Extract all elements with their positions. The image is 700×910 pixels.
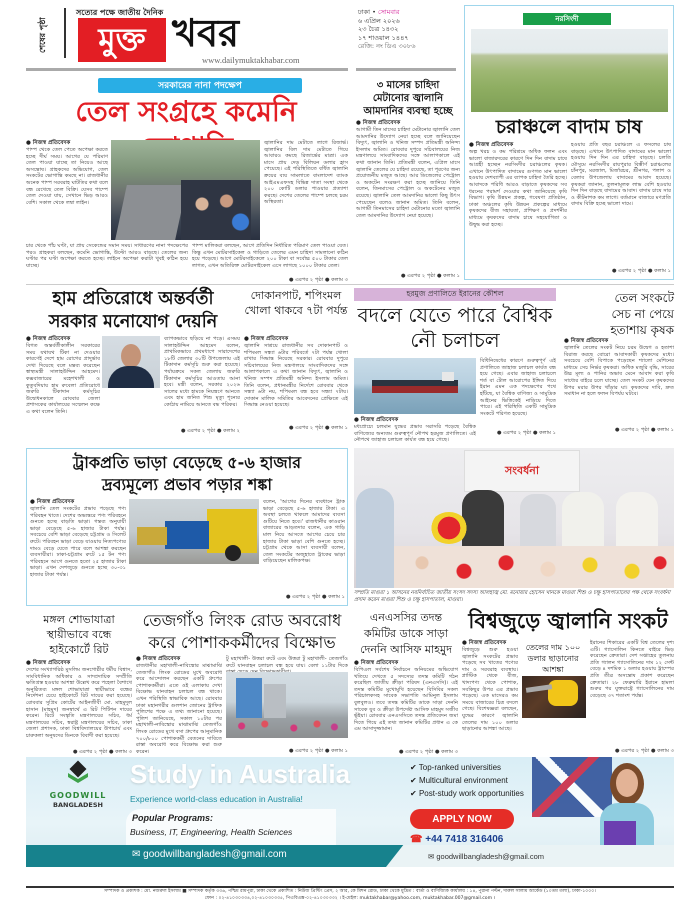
ham-body-2: ব্যাপকভাবে ছড়িয়ে না পড়ে। এসময় সালাহউদ্দিন আহমেদ বলেন, প্রাথমিকভাবে প্রথমধাপে সারাদেশের ১৮টি জেলার ৩০টি উপজেলায় এই টিকাদান কর্মসূচি শুরু করা হয়েছে। পর্যায়ক্রমে সকল জেলায় জরুরি টিকাদান কর্মসূচির আওতায় আনা হবে। মন্ত্রী বলেন, সরকার ২০২৬ সালের মধ্যে হামকে নিয়ন্ত্রণে আনতে এবং হাম জনিত শিশু মৃত্যু শূন্যের কোঠায় নামিয়ে আনতে বদ্ধ পরিকর। (164, 336, 240, 408)
building-grey (264, 684, 286, 718)
mangal-headline: মঙ্গল শোভাযাত্রা স্থায়ীভাবে বন্ধে হাইকোর্টে রিট (43, 613, 115, 656)
peanut-box (464, 5, 674, 280)
mail-icon: ✉ (132, 849, 144, 860)
logo-mukto-text: মুক্ত (98, 21, 146, 58)
world-fuel-continued: ● এরপর ২ পৃষ্ঠা ● কলাম ৩ (614, 748, 674, 754)
bullet-universities: ✔ Top-ranked universities (410, 763, 502, 772)
fuel-import-story (356, 120, 460, 280)
reception-banner-title: সংবর্ধনা (504, 463, 540, 477)
oil-kicker: সরকারের নানা পদক্ষেপ (158, 81, 242, 91)
fuel-import-body: আগামী তিন মাসের চাহিদা মেটানোর জ্বালানি তেল আমদানির উদ্যোগ নেয়া হচ্ছে বলে জানিয়েছেন বিদ্যুৎ, জ্বালানি ও খনিজ সম্পদ প্রতিমন্ত্রী অনিন্দ্য ইসলাম অমিত। রোববার দুপুরে সচিবালয়ের নিজ মন্ত্রণালয়ে সাংবাদিকদের সঙ্গে আলাপকালে এই কথা জানান তিনি। প্রতিমন্ত্রী বলেন, এপ্রিল মাসে জ্বালানি তেলের যে চাহিদা রয়েছে, তা পূরণের জন্য প্রয়োজনীয় মজুত আছে। আর ডিজেলের পেট্রোল ও অকটেন সংরক্ষণ করা হচ্ছে জানিয়ে তিনি বলেন, তিনমাসের পেট্রোল ও অকটেনের মজুত রয়েছে। জ্বালানি তেল আমদানির ভালো কিছু উৎস পেয়েছেন বলেও জানান অমিত। তিনি বলেন, আগামী তিনমাসের চাহিদা মেটানোর মতো জ্বালানি তেল আমদানির উদ্যোগ নেয়া হয়েছে। (356, 127, 460, 219)
logo-top-diamond (70, 761, 87, 778)
oil-body-4: পাম্প মালিকরা বলছেন, আগে প্রতিদিন নির্ধারিত পরিমাণ তেল পাওয়া যেত। কিন্তু এখন মোটরসাইকেল ও গাড়িতে তেলের এমন চাহিদা সামলানো কঠিন হয়ে পড়েছে। আগে মোটরসাইকেলে ২০০ টাকা বা সর্বোচ্চ ৫০০ টাকার তেল লাগত, এখন অতিরিক্ত মোটরসাইকেল এসে লাগছে ১০০০ টাকার তেল। (192, 243, 348, 269)
farmer-body: জ্বালানি তেলের সংকট নিয়ে চরম উদ্বেগ ও হতাশা বিরাজ করছে বোরো আবাদকারী কৃষকদের মধ্যে। সবচেয়ে বেশি বিপাকে পড়েছেন শ্যালো মেশিনের মাধ্যমে সেচ নির্ভর কৃষকরা। অধিক মজুরি বৃদ্ধি, সারের উচ্চ মূল্য ও পানির অভাব মেনে আবাদ করা কৃষি সাধ্যের বাইরে চলে যাচ্ছে। তেল সংকট যেন কৃষকদের উপর মরার উপর খাঁড়ার ঘা। কৃষকদের দাবি, দ্রুত সমাধান না হলে ফলন বিপর্যয় ঘটবে। (564, 345, 674, 398)
tejgaon-byline: ● নিজস্ব প্রতিবেদক (136, 656, 181, 662)
oil-kicker-bar (98, 78, 302, 93)
mail-icon: ✉ (428, 852, 437, 861)
mangal-continued: ● এরপর ২ পৃষ্ঠা ● কলাম ৩ (72, 749, 132, 755)
bouquet (430, 512, 468, 544)
check-icon: ✔ (410, 776, 419, 785)
ncp-headline: এনএসসির তদন্ত কমিটির ডাকে সাড়া দেননি আসিফ মাহমুদ (360, 611, 452, 656)
farmer-byline: ● নিজস্ব প্রতিবেদক (564, 338, 609, 344)
masthead-rule (26, 68, 348, 71)
truck-headline-2: দ্রব্যমূল্যে প্রভাব পড়ার শঙ্কা (101, 475, 272, 494)
photo-road (115, 185, 187, 240)
dateline: ঢাকা • সোমবার ৬ এপ্রিল ২০২৬ ২৩ চৈত্র ১৪৩২ ১৭ শাওয়াল ১৪৪৭ রেজি: নং ডিএ ৩০৮৬ (358, 8, 448, 51)
peanut-byline: ● নিজস্ব প্রতিবেদক (469, 142, 514, 148)
masthead-divider (64, 8, 66, 58)
peanut-col2 (571, 142, 671, 278)
person-1 (356, 488, 394, 588)
dateline-rule (356, 68, 456, 71)
tejgaon-headline: তেজগাঁও লিংক রোড অবরোধ করে পোশাককর্মীদের বিক্ষোভ (142, 611, 342, 652)
programs-list: Business, IT, Engineering, Health Sciences (130, 827, 293, 837)
truck-wheel (225, 545, 241, 561)
peanut-field-photo (471, 29, 668, 112)
portrait-suit (108, 366, 154, 388)
shops-continued: ● এরপর ২ পৃষ্ঠা ● কলাম ১ (288, 425, 348, 431)
weekday: সোমবার (377, 8, 400, 16)
ad-email-primary[interactable]: ✉ goodwillbangladesh@gmail.com (132, 849, 287, 860)
ad-email-secondary[interactable]: ✉ goodwillbangladesh@gmail.com (428, 852, 545, 861)
ncp-story (354, 660, 458, 756)
peanut-section-label: নরসিংদী (555, 15, 579, 23)
minister-portrait (102, 336, 160, 388)
hormuz-kicker: হরমুজ প্রণালিতে ইরানের কৌশল (406, 288, 504, 298)
truck-col1 (30, 499, 126, 578)
ad-phone[interactable]: ☎ +44 7418 316406 (410, 834, 504, 845)
oil-col1 (26, 140, 108, 242)
programs-label: Popular Programs: (132, 813, 214, 823)
hormuz-body-2: বিধিনিষেধের কারণে গুরুত্বপূর্ণ এই প্রণালিতে জাহাজ চলাচল কার্যত বন্ধ হয়ে গেছে। এবার জাহাজ চলাচলে শর্ত বা টোল আরোপের ইঙ্গিত দিয়ে ইরান এমন এক পদক্ষেপের পথে হাঁটছে, যা বৈশ্বিক বাণিজ্য ও সামুদ্রিক আইনের ভিত্তিকেই নাড়িয়ে দিতে পারে। এই পরিস্থিতি একটি সামুদ্রিক সংকটে পরিণত হয়েছে। (480, 358, 556, 417)
truck-far (137, 527, 167, 545)
hormuz-headline: বদলে যেতে পারে বৈশ্বিক নৌ চলাচল (357, 303, 553, 352)
nozzle-handle (548, 680, 578, 706)
bullet-post-study: ✔ Post-study work opportunities (410, 789, 524, 798)
mangal-byline: ● নিজস্ব প্রতিবেদক (26, 660, 71, 666)
apply-now-button[interactable] (410, 809, 514, 829)
website-url: www.dailymuktakhabar.com (202, 55, 300, 65)
flower-table (394, 546, 674, 588)
fuel-import-headline: ৩ মাসের চাহিদা মেটানোর জ্বালানি আমদানির ব্যবস্থা হচ্ছে (363, 80, 453, 117)
oil-queue-photo (111, 140, 260, 240)
apply-now-label: APPLY NOW (432, 813, 492, 825)
hormuz-continued: ● এরপর ২ পৃষ্ঠা ● কলাম ১ (496, 430, 556, 436)
peanut-section-tag (523, 13, 611, 25)
shops-body: জ্বালানি সাশ্রয়ে রাজধানীর সব দোকানপাট ও শপিংমল সন্ধ্যা ৬টার পরিবর্তে ৭টা পর্যন্ত খোলা রাখার সিদ্ধান্ত নিয়েছে সরকার। রোববার দুপুরে সচিবালয়ের নিজ মন্ত্রণালয়ে সাংবাদিকদের সঙ্গে আলাপকালে এ কথা জানান বিদ্যুৎ, জ্বালানি ও খনিজ সম্পদ প্রতিমন্ত্রী অনিন্দ্য ইসলাম অমিত। তিনি বলেন, প্রধানমন্ত্রীর নির্দেশে রোববার থেকে সন্ধ্যা ৬টা নয়, শপিংমল বন্ধ হবে সন্ধ্যা ৭টায়। দোকান মালিক সমিতির আবেদনের প্রেক্ষিতে এই সিদ্ধান্ত নেওয়া হয়েছে। (244, 343, 348, 409)
portrait-head (121, 344, 141, 368)
reception-caption: সম্প্রতি মাগুরা ১ আসনের নবনির্বাচিত জাতীয় সংসদ সদস্য আলহাজ্ব মো. মনোয়ার হোসেন খানকে মাগুরা শিশু ও চক্ষু হাসপাতালের পক্ষ থেকে সংবর্ধনা প্রদান করেন মাগুরা শিশু ও চক্ষু হাসপাতাল, মাগুরা। (354, 590, 671, 603)
oil-body-3: জ্বালানির দাম মেটাতে লাগে রিজার্ভ। জ্বালানির বিল দাম মেটাতে গিয়ে আবারও কমছে রিজার্ভের মাত্রা। এক মাসে প্রায় দেড় বিলিয়ন ডলার হ্রাস পেয়েছে। এই পরিস্থিতিতে বর্ধিত জ্বালানি ক্রয়ের ব্যয় সামলাতে বাংলাদেশ ব্যাংক আইএমএফসহ বিভিন্ন দাতা সংস্থা থেকে ২০০ কোটি ডলার পাওয়ার প্রত্যাশা করছে। দেশের তেলের পাম্পে চলছে চরম অস্থিরতা। (264, 140, 348, 206)
peanut-col1 (469, 142, 567, 278)
tanker-photo (354, 358, 476, 414)
truck-body-1: জ্বালানি তেল সংকটের প্রভাব পড়েছে পণ্য পরিবহন খাতে। দেশের অভ্যন্তরে পণ্য পরিবহনে গুনতে হচ্ছে বাড়তি ভাড়া। গন্তব্য অনুযায়ী ভাড়া বেড়েছে ৫-৬ হাজার টাকা পর্যন্ত। সবচেয়ে বেশি ভাড়া বেড়েছে চট্টগ্রাম ও সিলেট রুটে। পরিবহন ভাড়া বেড়ে যাওয়ায় নিত্যপণ্যের দামও বেড়ে যেতে পারে বলে আশঙ্কা করছেন ব্যবসায়ীরা। ঢাকা-চট্টগ্রাম রুটে ১৫ টন পণ্য পরিবহনে আগে গুনতে হতো ২৫ হাজার টাকা ভাড়া। এখন দেশজুড়ে গুনতে হচ্ছে ৩০-৩১ হাজার টাকা পর্যন্ত। (30, 506, 126, 578)
truck-body-2: বলেন, 'আগের দিনের ব্যবধানে ট্রাক ভাড়া বেড়েছে ৫-৬ হাজার টাকা। এ অবস্থা চলতে থাকলে আমাদের ব্যবসা গুটিয়ে নিতে হবে।' রাজধানীর কাওরান বাজারের আড়তদার বলেন, এক গাড়ি মাল নিয়ে আসতে আগের চেয়ে চার হাজার টাকা ভাড়া বেশি গুনতে হচ্ছে। চট্টগ্রাম থেকে আসা ব্যবসায়ী বলেন, তেল সংকটের অজুহাতে ট্রাকের ভাড়া বাড়িয়েছেন মালিকপক্ষ। (263, 499, 345, 565)
date-bangla: ২৩ চৈত্র ১৪৩২ (358, 25, 399, 33)
shops-headline: দোকানপাট, শপিংমল খোলা থাকবে ৭টা পর্যন্ত (244, 289, 348, 317)
fuel-nozzle-photo (522, 676, 586, 718)
truck-continued: ● এরপর ২ পৃষ্ঠা ● কলাম ১ (285, 594, 345, 600)
ncp-byline: ● নিজস্ব প্রতিবেদক (354, 660, 399, 666)
fuel-import-continued: ● এরপর ২ পৃষ্ঠা ● কলাম ১ (400, 273, 460, 279)
truck-box (26, 448, 348, 606)
truck-headline-1: ট্রাকপ্রতি ভাড়া বেড়েছে ৫-৬ হাজার (72, 453, 302, 472)
ham-continued: ● এরপর ২ পৃষ্ঠা ● কলাম ২ (180, 428, 240, 434)
logo-mukto (78, 18, 166, 62)
ham-byline: ● নিজস্ব প্রতিবেদক (26, 336, 71, 342)
tejgaon-continued: ● এরপর ২ পৃষ্ঠা ● কলাম ১ (288, 748, 348, 754)
truck-blue (165, 521, 209, 549)
ham-headline: হাম প্রতিরোধে অন্তর্বর্তী সরকার মনোযোগ দেয়নি (48, 289, 218, 332)
hormuz-body-1: মধ্যপ্রাচ্যে চলমান যুদ্ধের প্রভাব সরাসরি পড়েছে বৈশ্বিক বাণিজ্যের অন্যতম গুরুত্বপূর্ণ নৌপথ হরমুজ প্রণালিতে। এই নৌপথে জাহাজ চলাচল কার্যত বন্ধ হয়ে গেছে। (354, 424, 476, 444)
mangal-body: দেশের সংখ্যাগরিষ্ঠ মুসলিম জনগোষ্ঠীর ধর্মীয় বিশ্বাস, সাংবিধানিক অধিকার ও সাম্প্রদায়িক সম্প্রীতি ক্ষতিগ্রস্ত হওয়ার আশঙ্কা উল্লেখ করে পহেলা বৈশাখে অনুষ্ঠিতব্য মঙ্গল শোভাযাত্রা স্থায়ীভাবে বন্ধের নির্দেশনা চেয়ে হাইকোর্টে রিট দায়ের করা হয়েছে। রোববার সুপ্রিম কোর্টের আইনজীবী মো. মাহমুদুল হাসান (মাহমুদ) জনস্বার্থে এ রিট পিটিশন দায়ের করেন। রিটে সংস্কৃতি মন্ত্রণালয়ের সচিব, ধর্ম মন্ত্রণালয়ের সচিব, স্বরাষ্ট্র মন্ত্রণালয়ের সচিব, ঢাকা জেলা প্রশাসক, ঢাকা বিশ্ববিদ্যালয়ের উপাচার্য এবং চারুকলা অনুষদের ডিনকে বিবাদী করা হয়েছে। (26, 667, 132, 739)
ham-col1 (26, 336, 100, 434)
farmer-continued: ● এরপর ২ পৃষ্ঠা ● কলাম ১ (614, 427, 674, 433)
hormuz-kicker-bar (354, 288, 556, 301)
reception-photo (354, 448, 674, 588)
student-face (616, 769, 638, 797)
date-gregorian: ৬ এপ্রিল ২০২৬ (358, 16, 400, 25)
peanut-continued: ● এরপর ২ পৃষ্ঠা ● কলাম ১ (611, 268, 671, 274)
reception-banner (464, 450, 580, 492)
tejgaon-body: রাজধানীর মহাখালী-নাবিস্কোর মাঝামাঝি তেজগাঁও লিংক রোডের মুখে অবরোধ করে আন্দোলন করছেন একটি গ্রুপের পোশাককর্মীরা। এতে ওই এলাকায় দেখা বিক্ষোভ যানবাহন চলাচল বন্ধ থাকে। এখন পরিস্থিতি স্বাভাবিক আছে। রোববার ঢাকা মহানগরীর গুলশান জোনের ট্রাফিক পুলিশের পক্ষে এ তথ্য জানানো হয়েছে। পুলিশ জানিয়েছে, সকাল ১০টার পর মহাখালী-নাবিস্কোর মাঝামাঝি তেজগাঁও লিংক রোডের মুখে বসা গ্রুপের আনুমানিক ৭০০/৮০০ পোশাককর্মী বেতনের দাবিতে রাস্তা অবরোধ করে বিক্ষোভ করা শুরু করেন। (136, 663, 222, 755)
photo-people (181, 180, 251, 240)
footer-line-1: সম্পাদক ও প্রকাশক : মো. নজরুল ইসলাম ■ সম্পাদক কর্তৃক ৩৩৬, পশ্চিম রামপুরা, ঢাকা থেকে প্রকাশিত : নিউজ প্রিন্টিং প্রেস, ২ আর, কে মিশন রোড, ঢাকা থেকে মুদ্রিত : বার্তা ও বাণিজ্যিক কার্যালয় : ১৪, পুরানা পল্টন, দারুল সালাম আর্কেড (১০তম তলা), ঢাকা-১০০০। (104, 889, 596, 894)
ad-tagline: Experience world-class education in Australia! (130, 794, 303, 804)
footer-imprint (26, 889, 674, 902)
date-hijri: ১৭ শাওয়াল ১৪৪৭ (358, 33, 409, 42)
tanker-hull (372, 386, 458, 393)
world-fuel-body-1: বিশ্বজুড়ে শুরু হওয়া জ্বালানি সংকটের প্রভাব পড়েছে সব খাতের পণ্যের দাম ও সরবরাহ ব্যবস্থায়। প্লাস্টিক থেকে বীজ, খাদ্যপণ্য থেকে পোশাক, সবকিছুর উপর এর প্রভাব পড়েছে। এক মাসেরও কম সময়ে বাজারের চিত্র বদলে গেছে। বিশেষজ্ঞরা বলছেন, যুদ্ধের কারণে জ্বালানি তেলের দাম ১০০ ডলার ছাড়ানোর আশঙ্কা আছে। (462, 647, 518, 733)
ad-title: Study in Australia (130, 759, 351, 789)
logo-khobor: খবর (172, 11, 240, 55)
truck-byline: ● নিজস্ব প্রতিবেদক (30, 499, 75, 505)
world-fuel-byline: ● নিজস্ব প্রতিবেদক (462, 640, 507, 646)
truck-row-photo (129, 499, 259, 564)
ncp-continued: ● এরপর ২ পৃষ্ঠা ● কলাম ৩ (398, 749, 458, 755)
shops-story (244, 336, 348, 434)
oil-byline: ● নিজস্ব প্রতিবেদক (26, 140, 71, 146)
goodwill-ad[interactable] (26, 757, 674, 867)
check-icon: ✔ (410, 763, 419, 772)
oil-body-2: চার থেকে পাঁচ ঘণ্টা, যা প্রায় সেকেন্ডের সমান সময়। সাধারণের নানা পদক্ষেপের পরও গ্রাহকরা বলছেন, কমেনি ভোগান্তি, উল্টো আরও বাড়ছে। তেলের জন্য ঘণ্টার পর ঘণ্টা অপেক্ষা করতে হচ্ছে। লাইনে অপেক্ষা করাটা খুবই কঠিন হয়ে যাচ্ছে। (26, 243, 188, 269)
peanut-headline: চরাঞ্চলে বাদাম চাষ (495, 116, 643, 138)
peanut-body-2: হওয়ায় প্রতি বছর চরাঞ্চলে এ ফসলের চাষ বাড়ছে। এখানে উৎপাদিত বাদামের মান ভালো হওয়ায় দিন দিন এর চাহিদা বাড়ছে। চলতি মৌসুমে নরসিংদীর রায়পুরার বিস্তীর্ণ চরাঞ্চলের চাঁনপুর, মরজাল, মির্জারচর, শ্রীনগর, পলাশ ও বেলাব উপজেলায় বাদামের আবাদ হয়েছে। কৃষকরা জানান, তুলনামূলক লাভ বেশি হওয়ায় দিন দিন বাড়ছে বাদামের আবাদ। বাদাম চাষে সার ও কীটনাশক কম লাগে। বর্তমানে বাজারে মণপ্রতি বাদাম বিক্রি হচ্ছে ভালো দামে। (571, 142, 671, 208)
shops-byline: ● নিজস্ব প্রতিবেদক (244, 336, 289, 342)
farmer-headline: তেল সংকটে সেচ না পেয়ে হতাশায় কৃষক (610, 291, 674, 337)
ad-bullets (410, 761, 524, 800)
ham-body-1: বিগত অন্তর্বর্তীকালীন সরকারের সময় যথাযথ টিকা না দেওয়ার কারণেই দেশে হাম রোগের প্রাদুর্ভাব দেখা দিয়েছে বলে মন্তব্য করেছেন স্বাস্থ্যমন্ত্রী সালাহউদ্দিন আহমেদ। কক্সবাজারের মহেশখালী ও কুতুবদিয়ায় হাম রুবেলা প্রতিরোধে জরুরি টিকাদান কর্মসূচির উদ্বোধনকালে রোববার জেলা প্রশাসকের কার্যালয়ের সম্মেলন কক্ষে এ কথা বলেন তিনি। (26, 343, 100, 415)
protest-crowd (230, 716, 346, 736)
oil-continued: ● এরপর ২ পৃষ্ঠা ● কলাম ৩ (288, 277, 348, 283)
building-glass (236, 678, 262, 718)
registration-number: রেজি: নং ডিএ ৩০৮৬ (358, 42, 416, 50)
ncp-body: বিপিএল সর্বশেষ নির্বাচনে অনিয়মের অভিযোগ খতিয়ে দেখতে ৫ সদস্যের তদন্ত কমিটি গঠন করেছিল জাতীয় ক্রীড়া পরিষদ (এনএসসি)। এই তদন্ত কমিটির মুখোমুখি হয়েছেন বিসিবির সকল পরিচালকসহ সাবেক সভাপতি আমিনুল ইসলাম বুলবুলও। তবে তদন্ত কমিটির ডাকে সাড়া দেননি সাবেক যুব ও ক্রীড়া উপদেষ্টা আসিফ মাহমুদ সজীব ভূঁইয়া। রোববার এনএসসিতে তদন্ত প্রতিবেদন জমা দিতে গিয়ে এই তথ্য জানান কমিটির প্রধান এ কে এম আসাদুজ্জামান। (354, 667, 458, 733)
tanker-bridge (442, 372, 454, 381)
phone-icon: ☎ (410, 834, 426, 845)
side-page-label: শেষের পৃষ্ঠা (38, 17, 47, 53)
tagline: সত্যের পক্ষে জাতীয় দৈনিক (76, 8, 164, 17)
world-fuel-headline: বিশ্বজুড়ে জ্বালানি সংকট (468, 609, 668, 633)
farmer-story (564, 338, 674, 436)
goodwill-logo-icon (66, 763, 90, 787)
footer-rule (26, 886, 674, 888)
fuel-import-byline: ● নিজস্ব প্রতিবেদক (356, 120, 401, 126)
oil-headline: তেল সংগ্রহে কমেনি (75, 95, 297, 128)
footer-line-2: ফোন : ০২-৪১০৩০৩৩৪,০২-৪১০৩০৩৩৫, পিএবিএক্স-০২-৪১০৩০৩৩২ । ই-মেইল: muktakhabar@yahoo.com, muktakhabar.007@gmail.com । (204, 895, 496, 901)
check-icon: ✔ (410, 789, 419, 798)
world-fuel-subhead: তেলের দাম ১০০ ডলার ছাড়ানোর আশঙ্কা (525, 643, 581, 674)
hormuz-col1 (354, 417, 476, 444)
world-fuel-body-2: ইরানের শিকারের একটি বিশ্ব তেলের দৃশ্য এটি। গ্যাসোলিন কিনতে বাইরে ভিড় করেছেন ক্রেতারা। দেশ সপ্তাহের তুলনায় প্রতি গ্যালন গ্যাসোলিনের দাম ১২ সেন্ট বেড়ে ৪ দশমিক ১ ডলার হওয়ায় ট্রাম্পের প্রতি তীব্র অসন্তোষ প্রকাশ করেছেন ক্রেতারা। ২৮ ফেব্রুয়ারি ইরানে হামলা শুরুর পর যুক্তরাষ্ট্রে গ্যাসোলিনের দাম বেড়েছে ৩৭ শতাংশ পর্যন্ত। (590, 640, 674, 699)
peanut-body-1: অল্প খরচ ও কম পরিশ্রমে অধিক ফলন এবং ভালো বাজারদরের কারণে দিন দিন বাদাম চাষে আগ্রহী হচ্ছেন নরসিংদীর চরাঞ্চলের কৃষক। এখানে উৎপাদিত বাদামের গুণগত মান ভালো হওয়ায় দেশব্যাপী এর ব্যাপক চাহিদা তৈরি হচ্ছে। আবাদকে পরিধি আরও বাড়াতে কৃষকদের সব ধরনের পরামর্শ দেওয়ার কথা জানিয়েছে কৃষি বিভাগ। কৃষি উন্নয়ন প্রকল্প, গবেষণা প্রতিষ্ঠান, ঢাকা অঞ্চলের কৃষি উন্নয়ন প্রকল্পের মাধ্যমে কৃষকদের বীজ সহায়তা, প্রশিক্ষণ ও প্রদর্শনীর মাধ্যমে কৃষকদের বাদাম চাষে সহযোগিতা ও উদ্বুদ্ধ করা হচ্ছে। (469, 149, 567, 228)
mangal-story (26, 660, 132, 756)
row1-divider (26, 284, 674, 285)
goodwill-brand: GOODWILL (49, 791, 107, 800)
hormuz-byline: ● নিজস্ব প্রতিবেদক (354, 417, 399, 423)
tejgaon-body-2-top: টু মহাখালী- উত্তরা রুটে এবং উত্তরা টু মহাখালী- তেজগাঁও রুটে যানবাহন চলাচল বন্ধ হয়ে যায়। বেলা ১১টার দিকে (226, 656, 348, 669)
bullet-multicultural: ✔ Multicultural environment (410, 776, 508, 785)
tejgaon-col1 (136, 656, 222, 756)
protest-photo (226, 672, 348, 738)
city: ঢাকা (358, 8, 370, 16)
world-fuel-col1 (462, 640, 518, 756)
oil-body-1: পাম্প থেকে তেল পেতে অপেক্ষা করতে হচ্ছে দীর্ঘ সময়। আগের যে পরিমাণ তেল পাওয়া যাচ্ছে তা নিয়েও আছে অসন্তোষ। গ্রাহকদের অভিযোগ, তেল সংকটের ভোগান্তি কমছে না। রাজধানীর অনেক পাম্প সরবরাহ ঘাটতির কথা বলে বন্ধ রেখেছে তেল বিক্রি। যেসব পাম্পে তেল দেওয়া যায়, সেখানে ভিড় আরও বেশি। সকাল থেকে লম্বা লাইন। (26, 147, 108, 206)
goodwill-country: BANGLADESH (53, 801, 103, 809)
